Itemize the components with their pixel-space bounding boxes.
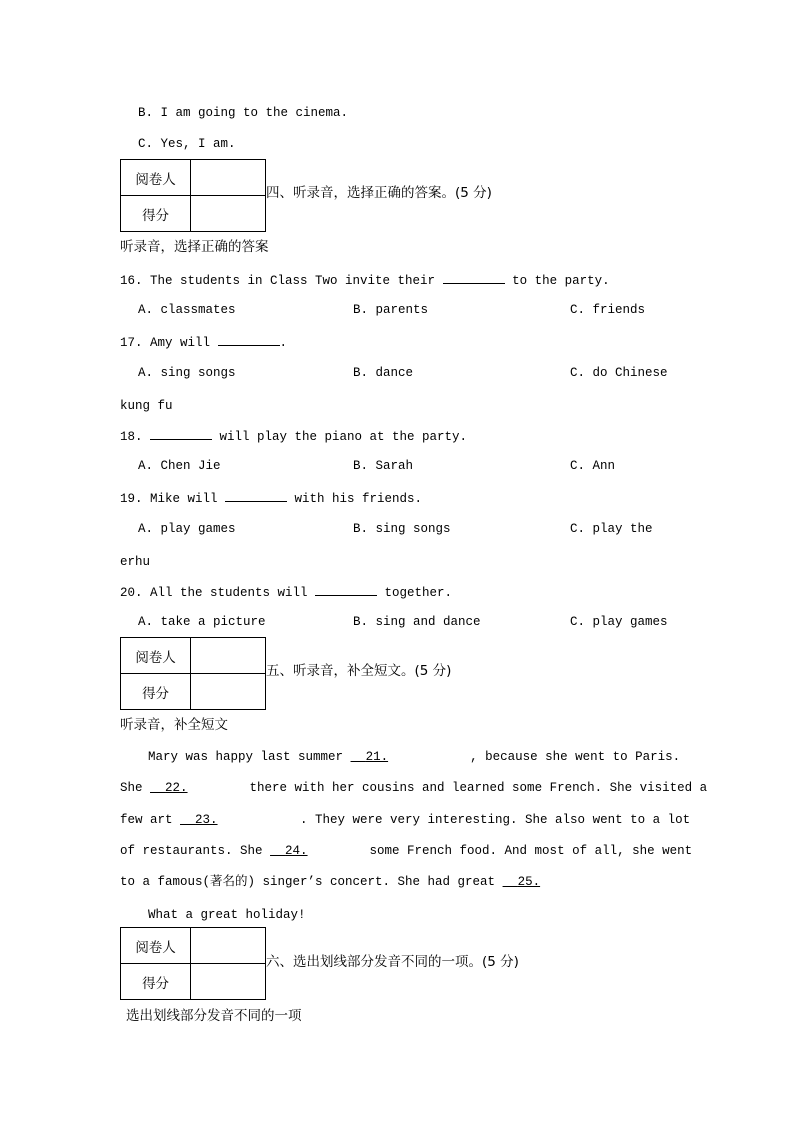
question-16: 16. The students in Class Two invite their to the party.	[120, 271, 610, 289]
passage-line-3: few art 23. . They were very interesting. She also went to a lot	[120, 813, 691, 827]
option-c-text: C. Yes, I am.	[138, 137, 236, 151]
section5-instruction: 听录音，补全短文	[120, 717, 228, 733]
blank-25: 25.	[517, 875, 541, 889]
answer-blank	[150, 427, 212, 440]
q20-option-a: A. take a picture	[138, 615, 266, 629]
score-cell	[191, 674, 266, 710]
question-17: 17. Amy will .	[120, 333, 287, 351]
score-table-section6	[120, 927, 266, 1000]
q19-option-c: C. play the	[570, 522, 653, 536]
answer-blank	[218, 333, 280, 346]
score-cell	[191, 196, 266, 232]
q16-option-b: B. parents	[353, 303, 429, 317]
q18-option-a: A. Chen Jie	[138, 459, 221, 473]
q16-option-a: A. classmates	[138, 303, 236, 317]
question-19: 19. Mike will with his friends.	[120, 489, 422, 507]
reviewer-label: 阅卷人	[121, 638, 191, 674]
answer-blank	[225, 489, 287, 502]
q17-option-c: C. do Chinese	[570, 366, 668, 380]
question-20: 20. All the students will together.	[120, 583, 452, 601]
q18-option-b: B. Sarah	[353, 459, 414, 473]
q18-option-c: C. Ann	[570, 459, 616, 473]
blank-21: 21.	[365, 750, 389, 764]
section4-instruction: 听录音，选择正确的答案	[120, 239, 269, 255]
answer-blank	[443, 271, 505, 284]
q17-option-c-continued: kung fu	[120, 399, 173, 413]
passage-line-6: What a great holiday!	[148, 908, 306, 922]
passage-line-2: She 22. there with her cousins and learned some French. She visited a	[120, 781, 708, 795]
section5-header: 五、听录音，补全短文。(5 分)	[266, 663, 452, 679]
section4-header: 四、听录音，选择正确的答案。(5 分)	[266, 185, 492, 201]
score-table-section5	[120, 637, 266, 710]
q20-option-c: C. play games	[570, 615, 668, 629]
score-label: 得分	[121, 674, 191, 710]
blank-24: 24.	[285, 844, 308, 858]
q20-option-b: B. sing and dance	[353, 615, 481, 629]
blank-23: 23.	[195, 813, 218, 827]
q19-option-b: B. sing songs	[353, 522, 451, 536]
score-table-section4	[120, 159, 266, 232]
q17-option-a: A. sing songs	[138, 366, 236, 380]
option-b-text: B. I am going to the cinema.	[138, 106, 349, 120]
section6-header: 六、选出划线部分发音不同的一项。(5 分)	[266, 954, 519, 970]
question-18: 18. will play the piano at the party.	[120, 427, 467, 445]
q19-option-c-continued: erhu	[120, 555, 151, 569]
q17-option-b: B. dance	[353, 366, 414, 380]
reviewer-cell	[191, 638, 266, 674]
score-label: 得分	[121, 196, 191, 232]
q19-option-a: A. play games	[138, 522, 236, 536]
answer-blank	[315, 583, 377, 596]
section6-instruction: 选出划线部分发音不同的一项	[126, 1008, 302, 1024]
blank-22: 22.	[165, 781, 188, 795]
score-label: 得分	[121, 964, 191, 1000]
score-cell	[191, 964, 266, 1000]
reviewer-label: 阅卷人	[121, 928, 191, 964]
reviewer-cell	[191, 928, 266, 964]
passage-line-5: to a famous(著名的) singer’s concert. She had great 25.	[120, 874, 595, 890]
passage-line-4: of restaurants. She 24. some French food. And most of all, she went	[120, 844, 693, 858]
reviewer-cell	[191, 160, 266, 196]
q16-option-c: C. friends	[570, 303, 646, 317]
passage-line-1: Mary was happy last summer 21. , because she went to Paris.	[148, 750, 681, 764]
reviewer-label: 阅卷人	[121, 160, 191, 196]
